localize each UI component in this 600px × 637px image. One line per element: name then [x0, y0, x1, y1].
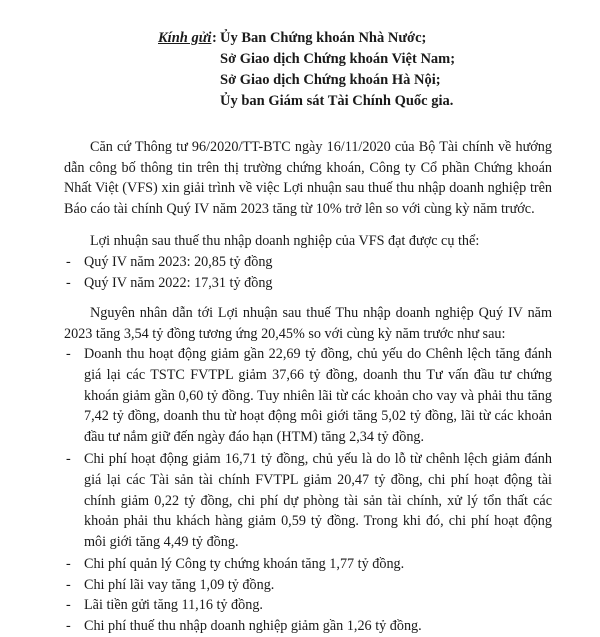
profit-list — [64, 252, 552, 293]
reason-list — [64, 344, 552, 636]
list-item: - Quý IV năm 2023: 20,85 tỷ đồng — [64, 252, 552, 273]
greeting-colon: : — [212, 30, 217, 46]
recipient-name: Ủy ban Giám sát Tài Chính Quốc gia. — [220, 93, 454, 109]
recipient-row — [0, 93, 600, 114]
document-body — [64, 137, 552, 637]
recipient-row — [0, 51, 600, 72]
recipient-name: Sở Giao dịch Chứng khoán Việt Nam; — [220, 51, 456, 67]
profit-heading: Lợi nhuận sau thuế thu nhập doanh nghiệp của VFS đạt được cụ thể: — [90, 233, 480, 250]
list-item: - Chi phí lãi vay tăng 1,09 tỷ đồng. — [64, 575, 552, 596]
recipient-name: Ủy Ban Chứng khoán Nhà Nước; — [220, 30, 427, 46]
greeting-label: Kính gửi — [158, 30, 212, 46]
list-item: - Chi phí quản lý Công ty chứng khoán tăng 1,77 tỷ đồng. — [64, 554, 552, 575]
recipient-row — [0, 72, 600, 93]
reason-heading: Nguyên nhân dẫn tới Lợi nhuận sau thuế Thu nhập doanh nghiệp Quý IV năm 2023 tăng 3,54 tỷ đồng tương ứng 20,45% so với cùng kỳ năm trước như sau: — [64, 305, 552, 342]
list-item: - Doanh thu hoạt động giảm gần 22,69 tỷ đồng, chủ yếu do Chênh lệch tăng đánh giá lại các TSTC FVTPL giảm 37,66 tỷ đồng, doanh thu Tư vấn đầu tư chứng khoán giảm gần 0,60 tỷ đồng. Tuy nhiên lãi từ các khoản cho vay và phải thu tăng 7,42 tỷ đồng, doanh thu từ hoạt động môi giới tăng 5,02 tỷ đồng, lãi từ các khoản đầu tư nắm giữ đến ngày đáo hạn (HTM) tăng 2,34 tỷ đồng. — [64, 344, 552, 447]
list-item: - Chi phí hoạt động giảm 16,71 tỷ đồng, chủ yếu là do lỗ từ chênh lệch giảm đánh giá lại các Tài sản tài chính FVTPL giảm 20,47 tỷ đồng, chi phí hoạt động tài chính giảm 0,22 tỷ đồng, chi phí dự phòng tài sản tài chính, xử lý tổn thất các khoản phải thu khách hàng giảm 0,59 tỷ đồng. Trong khi đó, chi phí hoạt động môi giới tăng 4,49 tỷ đồng. — [64, 449, 552, 552]
recipient-name: Sở Giao dịch Chứng khoán Hà Nội; — [220, 72, 441, 88]
list-item: - Lãi tiền gửi tăng 11,16 tỷ đồng. — [64, 595, 552, 616]
list-item: - Chi phí thuế thu nhập doanh nghiệp giảm gần 1,26 tỷ đồng. — [64, 616, 552, 637]
recipients-block — [0, 30, 600, 114]
recipient-row — [0, 30, 600, 51]
intro-paragraph: Căn cứ Thông tư 96/2020/TT-BTC ngày 16/11/2020 của Bộ Tài chính về hướng dẫn công bố thông tin trên thị trường chứng khoán, Công ty Cổ phần Chứng khoán Nhất Việt (VFS) xin giải trình về việc Lợi nhuận sau thuế thu nhập doanh nghiệp trên Báo cáo tài chính Quý IV năm 2023 tăng từ 10% trở lên so với cùng kỳ năm trước. — [64, 139, 552, 217]
list-item: - Quý IV năm 2022: 17,31 tỷ đồng — [64, 273, 552, 294]
